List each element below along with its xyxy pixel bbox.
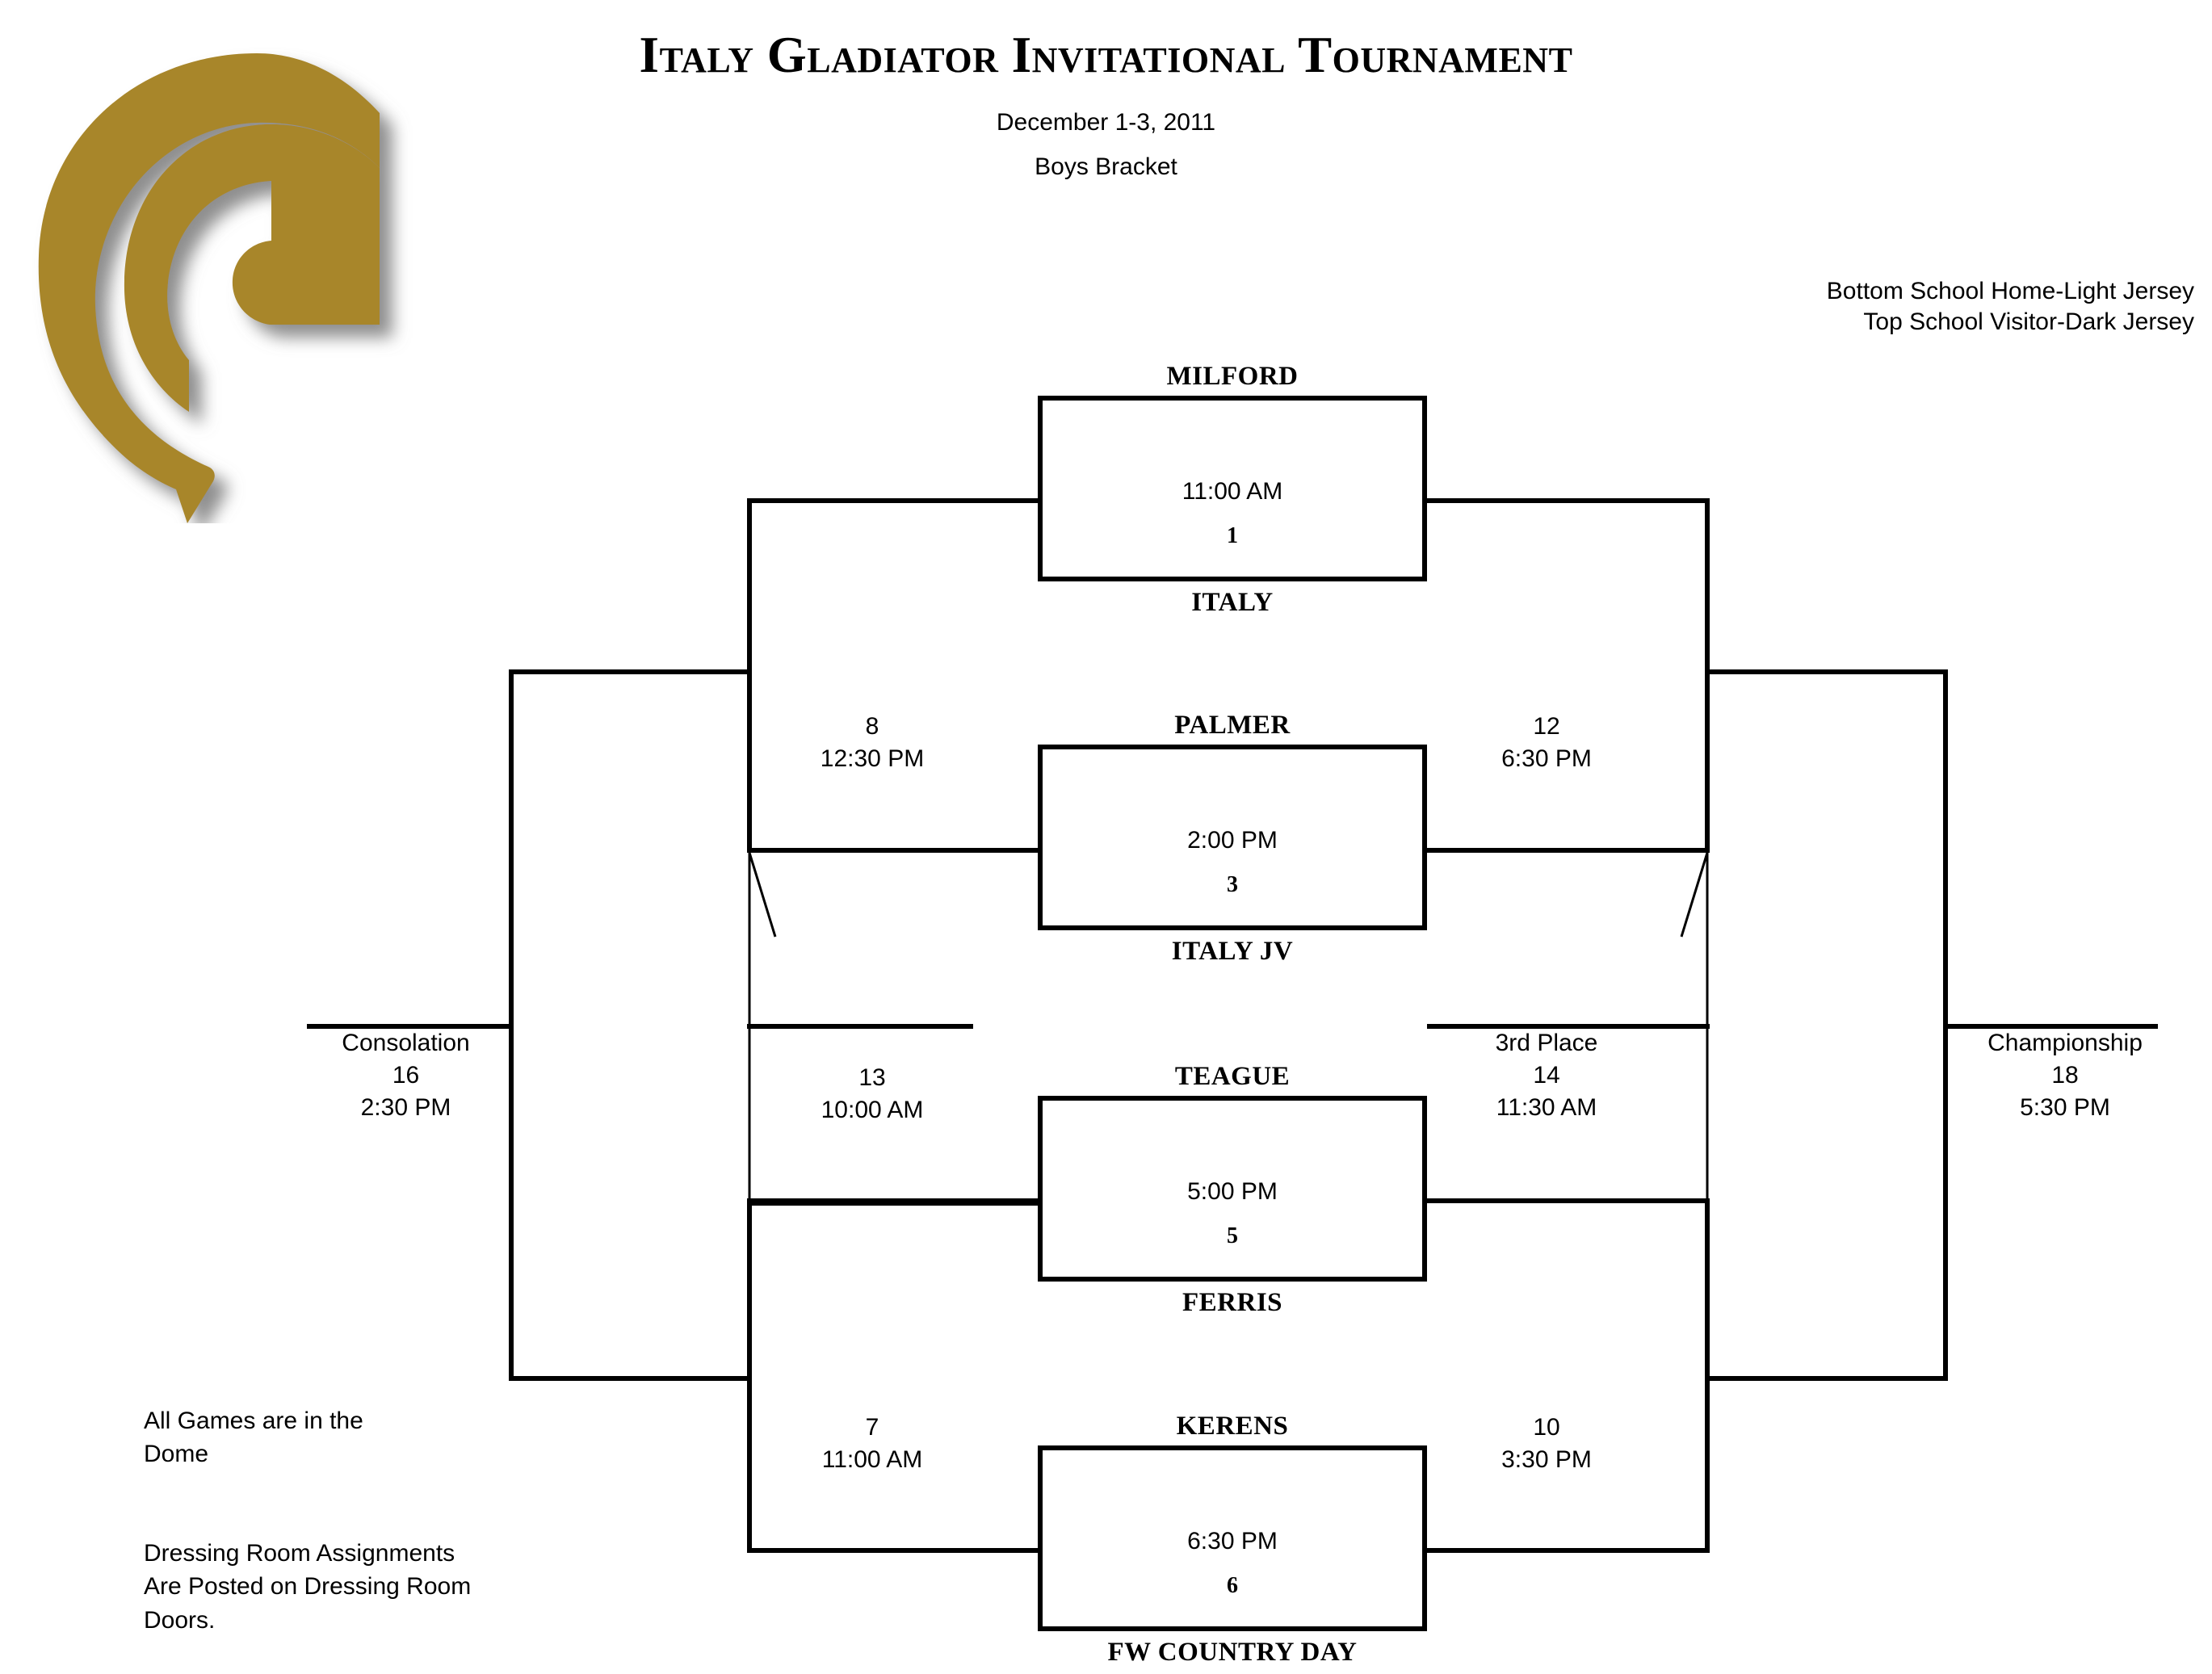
slot-13-number: 13 <box>858 1064 886 1091</box>
slot-7 <box>771 1412 973 1476</box>
jersey-note-line1: Bottom School Home-Light Jersey <box>1826 278 2194 304</box>
slot-12-number: 12 <box>1533 713 1560 740</box>
slot-12 <box>1446 711 1647 775</box>
slot-16 <box>299 1027 513 1124</box>
tournament-dates: December 1-3, 2011 <box>996 109 1216 136</box>
slot-8-time: 12:30 PM <box>820 745 925 772</box>
slot-13 <box>771 1062 973 1126</box>
game-6-number: 6 <box>1227 1573 1238 1598</box>
slot-10 <box>1446 1412 1647 1476</box>
slot-18 <box>1948 1027 2182 1124</box>
slot-14-number: 14 <box>1533 1061 1560 1089</box>
game-1-number: 1 <box>1227 523 1238 548</box>
dressing-room-note-line2: Are Posted on Dressing Room <box>144 1573 472 1601</box>
slot-16-number: 16 <box>392 1061 420 1089</box>
game-3-time: 2:00 PM <box>1187 827 1278 854</box>
jersey-note-line2: Top School Visitor-Dark Jersey <box>1863 308 2194 336</box>
slot-16-label: Consolation <box>342 1030 470 1056</box>
game-1-top-team: MILFORD <box>1166 362 1299 391</box>
slot-14-label: 3rd Place <box>1495 1030 1598 1056</box>
dressing-room-note-line3: Doors. <box>144 1606 216 1634</box>
slot-12-time: 6:30 PM <box>1501 745 1592 772</box>
game-1-box <box>1038 396 1427 581</box>
game-6-top-team: KERENS <box>1176 1412 1289 1441</box>
game-3-top-team: PALMER <box>1174 711 1291 740</box>
dressing-room-note <box>144 1537 471 1637</box>
slot-18-number: 18 <box>2051 1061 2079 1089</box>
slot-10-time: 3:30 PM <box>1501 1445 1592 1473</box>
slot-18-time: 5:30 PM <box>2020 1093 2110 1121</box>
venue-note <box>144 1404 363 1471</box>
game-3-number: 3 <box>1227 872 1238 897</box>
venue-note-line1: All Games are in the <box>144 1408 363 1434</box>
game-1-bottom-team: ITALY <box>1191 588 1274 617</box>
dressing-room-note-line1: Dressing Room Assignments <box>144 1540 455 1567</box>
slot-18-label: Championship <box>1987 1030 2143 1056</box>
slot-7-number: 7 <box>865 1414 879 1441</box>
game-6-box <box>1038 1445 1427 1631</box>
venue-note-line2: Dome <box>144 1441 209 1468</box>
slot-8 <box>771 711 973 775</box>
slot-8-number: 8 <box>865 713 879 740</box>
game-5-bottom-team: FERRIS <box>1182 1288 1283 1317</box>
page-title: Italy Gladiator Invitational Tournament <box>639 27 1573 83</box>
game-3-box <box>1038 745 1427 930</box>
slot-13-time: 10:00 AM <box>821 1096 924 1123</box>
game-5-box <box>1038 1096 1427 1282</box>
bracket-label: Boys Bracket <box>1035 153 1177 180</box>
slot-16-time: 2:30 PM <box>360 1093 451 1121</box>
game-1-time: 11:00 AM <box>1182 478 1283 505</box>
game-6-bottom-team: FW COUNTRY DAY <box>1107 1638 1358 1667</box>
game-3-bottom-team: ITALY JV <box>1171 937 1294 966</box>
slot-10-number: 10 <box>1533 1414 1560 1441</box>
slot-7-time: 11:00 AM <box>821 1445 923 1473</box>
game-5-number: 5 <box>1227 1223 1238 1248</box>
game-5-top-team: TEAGUE <box>1174 1062 1291 1091</box>
slot-14 <box>1446 1027 1647 1124</box>
slot-14-time: 11:30 AM <box>1496 1093 1597 1121</box>
game-5-time: 5:00 PM <box>1187 1178 1278 1205</box>
game-6-time: 6:30 PM <box>1187 1528 1278 1554</box>
